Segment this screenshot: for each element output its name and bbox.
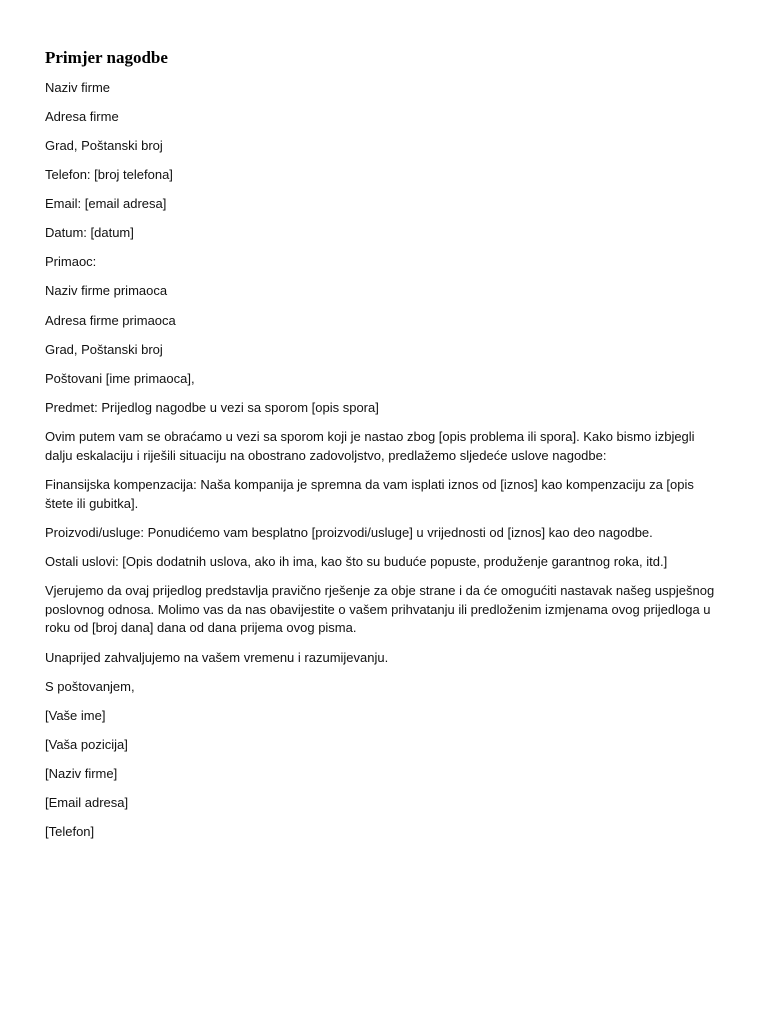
recipient-city-zip: Grad, Poštanski broj [45,342,163,357]
other-terms-paragraph: Ostali uslovi: [Opis dodatnih uslova, ako ih ima, kao što su buduće popuste, produženje garantnog roka, itd.] [45,554,668,569]
recipient-company-name: Naziv firme primaoca [45,283,168,298]
salutation: Poštovani [ime primaoca], [45,371,195,386]
signature-name: [Vaše ime] [45,708,106,723]
signature-company: [Naziv firme] [45,766,118,781]
signature-position: [Vaša pozicija] [45,737,128,752]
signature-phone: [Telefon] [45,824,95,839]
letter-date: Datum: [datum] [45,225,134,240]
signature-email: [Email adresa] [45,795,129,810]
sender-email: Email: [email adresa] [45,196,167,211]
thanks-paragraph: Unaprijed zahvaljujemo na vašem vremenu i razumijevanju. [45,650,389,665]
sender-company-name: Naziv firme [45,80,111,95]
financial-compensation-paragraph: Finansijska kompenzacija: Naša kompanija je spremna da vam isplati iznos od [iznos] kao kompenzaciju za [opis štete ili gubitka]. [45,477,694,511]
closing: S poštovanjem, [45,679,135,694]
sender-city-zip: Grad, Poštanski broj [45,138,163,153]
recipient-address: Adresa firme primaoca [45,313,176,328]
document-title: Primjer nagodbe [45,48,168,67]
sender-address: Adresa firme [45,109,119,124]
conclusion-paragraph: Vjerujemo da ovaj prijedlog predstavlja pravično rješenje za obje strane i da će omogućiti nastavak našeg uspješnog poslovnog odnosa. Molimo vas da nas obavijestite o vašem prihvatanju ili predloženim izmjenama ovog prijedloga u roku od [broj dana] dana od dana prijema ovog pisma. [45,583,715,635]
products-services-paragraph: Proizvodi/usluge: Ponudićemo vam besplatno [proizvodi/usluge] u vrijednosti od [iznos] kao deo nagodbe. [45,525,653,540]
sender-phone: Telefon: [broj telefona] [45,167,173,182]
recipient-label: Primaoc: [45,254,97,269]
intro-paragraph: Ovim putem vam se obraćamo u vezi sa sporom koji je nastao zbog [opis problema ili spora]. Kako bismo izbjegli dalju eskalaciju i riješili situaciju na obostrano zadovoljstvo, predlažemo sljedeće uslove nagodbe: [45,429,695,463]
subject-line: Predmet: Prijedlog nagodbe u vezi sa sporom [opis spora] [45,400,379,415]
